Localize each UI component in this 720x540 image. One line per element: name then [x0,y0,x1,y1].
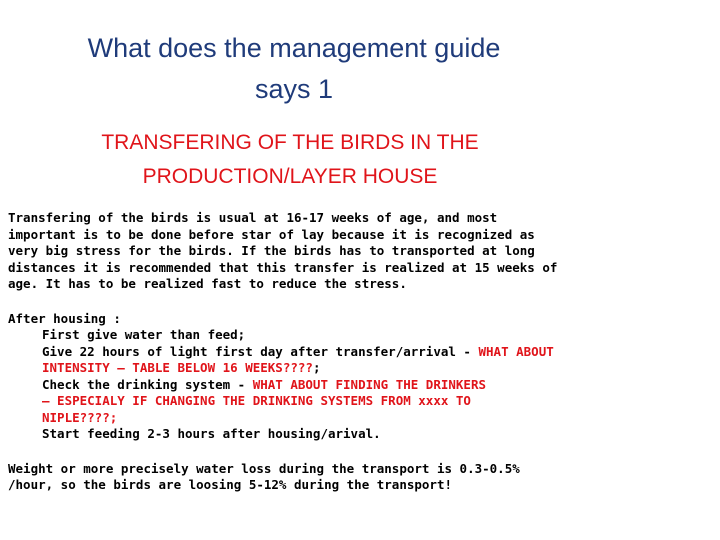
intro-line: Transfering of the birds is usual at 16-17 weeks of age, and most [8,210,498,225]
slide-subtitle [40,126,540,194]
slide-title [0,28,588,110]
title-line-2: says 1 [254,74,334,104]
intro-paragraph [8,210,608,293]
intro-line: age. It has to be realized fast to reduce the stress. [8,276,407,291]
slide-body [8,210,608,494]
subtitle-line-2: PRODUCTION/LAYER HOUSE [142,165,438,188]
weight-paragraph [8,461,608,494]
after-housing-block [8,311,608,443]
item-3-red-line-2: – ESPECIALY IF CHANGING THE DRINKING SYSTEMS FROM xxxx TO [42,393,471,408]
item-2-text: Give 22 hours of light first day after transfer/arrival - [42,343,479,359]
intro-line: distances it is recommended that this transfer is realized at 15 weeks of [8,259,558,275]
item-2-end: ; [312,360,321,375]
item-3-red-line-3: NIPLE????; [42,409,118,425]
item-3-red-line-1: WHAT ABOUT FINDING THE DRINKERS [252,376,487,392]
after-housing-item-3 [8,377,486,392]
weight-line: Weight or more precisely water loss during the transport is 0.3-0.5% [8,460,520,476]
item-2-red-line-1: WHAT ABOUT [478,343,554,359]
item-3-text: Check the drinking system - [42,376,253,392]
after-housing-item-4: Start feeding 2-3 hours after housing/arival. [42,426,381,441]
after-housing-item-2-cont [8,360,320,375]
title-line-1: What does the management guide [87,33,501,63]
paragraph-gap [8,443,608,461]
intro-line: important is to be done before star of lay because it is recognized as [8,226,535,242]
after-housing-item-2 [8,344,554,359]
weight-line: /hour, so the birds are loosing 5-12% during the transport! [8,477,453,492]
item-2-red-line-2: INTENSITY – TABLE BELOW 16 WEEKS???? [42,360,313,375]
subtitle-line-1: TRANSFERING OF THE BIRDS IN THE [101,131,479,154]
after-housing-heading: After housing : [8,310,121,326]
after-housing-item-1: First give water than feed; [42,327,246,342]
intro-line: very big stress for the birds. If the birds has to transported at long [8,243,535,258]
paragraph-gap [8,293,608,311]
